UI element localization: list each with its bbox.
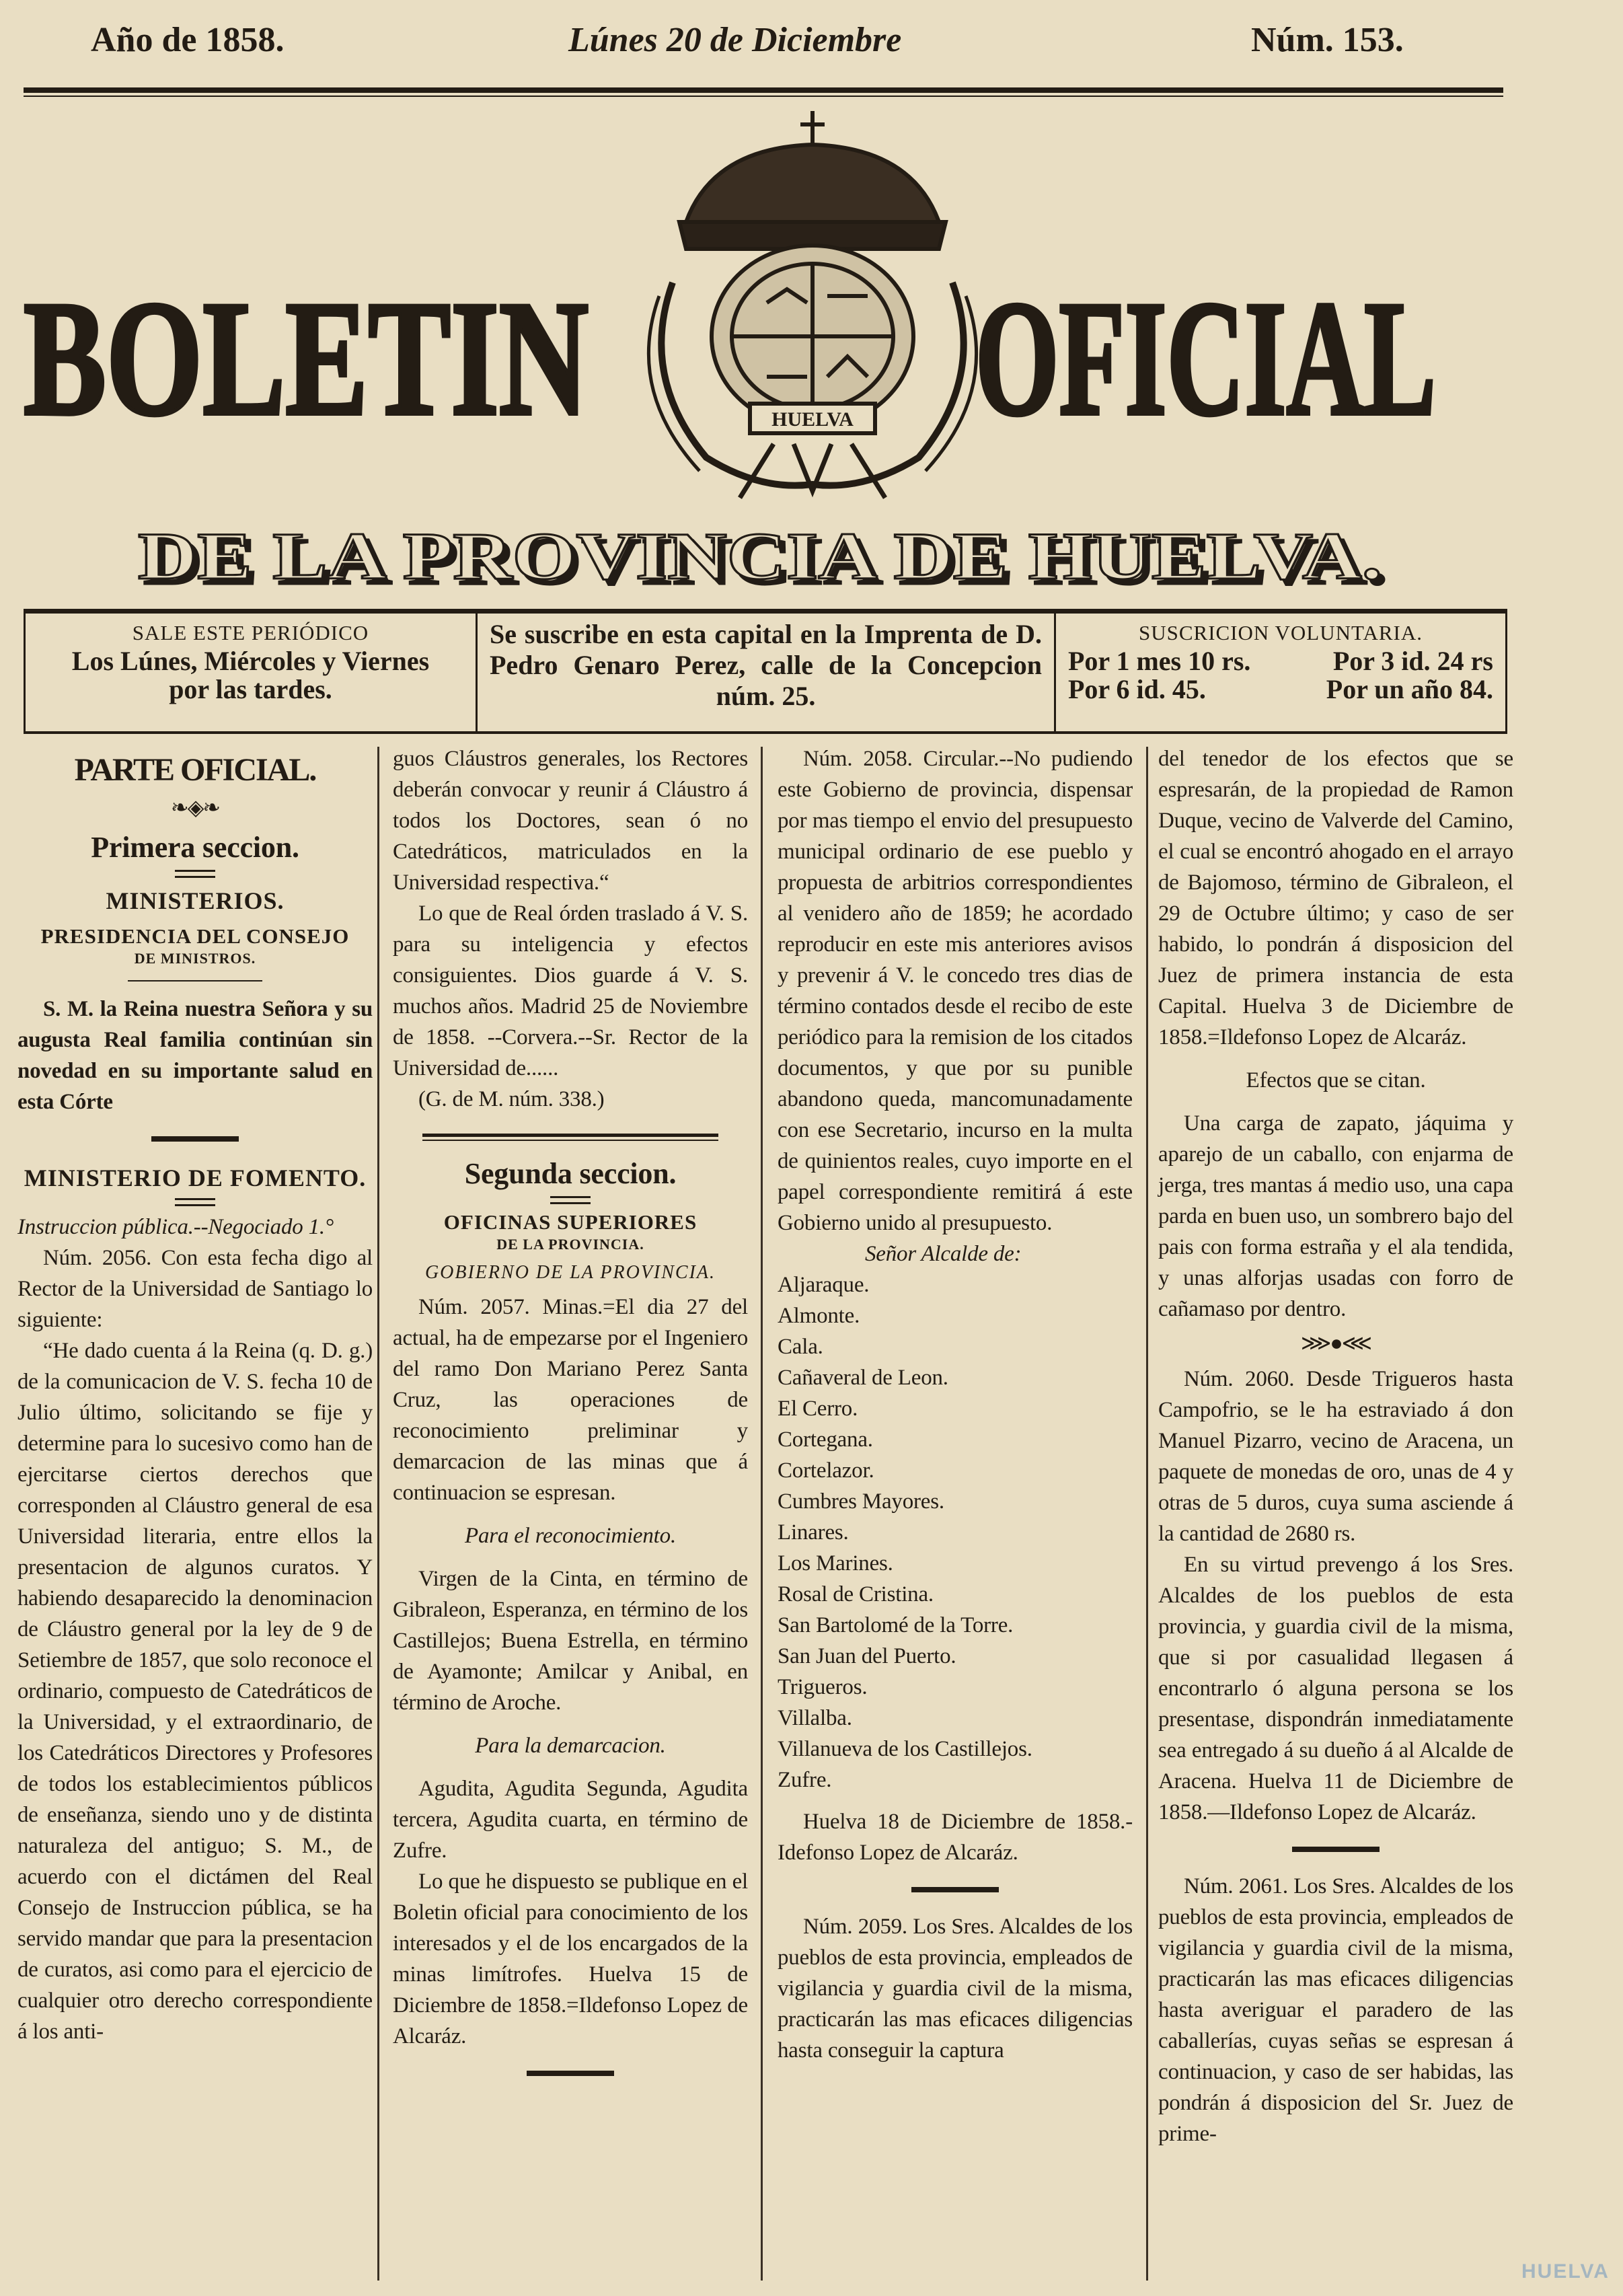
subheading-small: DE MINISTROS. [134,950,256,967]
italic-subheading: Para la demarcacion. [475,1734,666,1758]
masthead-title-right: OFICIAL [975,267,1436,449]
list-item: Cala. [778,1335,823,1359]
subscription-place: Se suscribe en esta capital en la Imprenta de D. Pedro Genaro Perez, calle de la Concepcion núm. 25. [478,614,1056,731]
paragraph: “He dado cuenta á la Reina (q. D. g.) de la comunicacion de V. S. fecha 10 de Julio último, solicitando se fije y determine para lo sucesivo como han de ejercitarse ciertos derechos que corresponden al Cláustro general de esa Universidad literaria, entre ellos la presentacion de algunos curatos. Y habiendo desaparecido la denominacion de Cláustro general por la ley de 9 de Setiembre de 1857, que solo reconoce el ordinario, compuesto de Catedráticos de la Universidad, y el extraordinario, de los Catedráticos Directores y Profesores de todos los establecimientos públicos de enseñanza, siendo uno y de distinta naturaleza del antiguo; S. M., de acuerdo con el dictámen del Real Consejo de Instruccion pública, se ha servido mandar que para la presentacion de curatos, asi como para el ejercicio de cualquier otro derecho correspondiente á los anti- [17,1339,373,2044]
divider-rule [422,1134,718,1141]
masthead-title-left: BOLETIN [24,267,589,449]
paragraph: Núm. 2058. Circular.--No pudiendo este Gobierno de provincia, dispensar por mas tiempo el envio del presupuesto municipal ordinario de ese pueblo y propuesta de arbitrios correspondientes al venidero año de 1859; he acordado reproducir en este mis anteriores avisos y prevenir á V. le concedo tres dias de término contados desde el recibo de este periódico para la remision de los citados documentos, y que por su punible abandono queda, mancomunadamente con ese Secretario, incurso en la multa de quinientos reales, cuyo importe en el papel correspondiente remitirá á este Gobierno unido al presupuesto. [778,747,1133,1235]
divider-rule [911,1887,999,1892]
divider-rule [1292,1847,1380,1852]
column-divider [377,747,379,2281]
price-3-months: Por 3 id. 24 rs [1332,646,1493,676]
italic-subheading: Para el reconocimiento. [464,1524,676,1548]
divider-rule [175,870,215,878]
coat-of-arms-icon [648,111,976,498]
list-item: Villalba. [778,1706,852,1730]
column-divider [761,747,763,2281]
list-item: Los Marines. [778,1551,893,1576]
paragraph: En su virtud prevengo á los Sres. Alcaldes de los pueblos de esta provincia, y guardia civil de la misma, que si por casualidad llegasen á encontrarlo ó alguna persona se los presentase, dispondrán inmediatamente sea entregado á su dueño á al Alcalde de Aracena. Huelva 11 de Diciembre de 1858.—Ildefonso Lopez de Alcaráz. [1158,1553,1513,1824]
issue-year: Año de 1858. [91,21,285,59]
paragraph: Núm. 2060. Desde Trigueros hasta Campofrio, se le ha estraviado á don Manuel Pizarro, vecino de Aracena, un paquete de monedas de oro, unas de 4 y otras de 5 duros, cuya suma asciende á la cantidad de 2680 rs. [1158,1367,1513,1546]
section-heading: PARTE OFICIAL. [74,752,316,788]
masthead [0,101,1623,612]
list-item: Cumbres Mayores. [778,1489,944,1514]
paragraph: Virgen de la Cinta, en término de Gibraleon, Esperanza, en término de los Castillejos; Buena Estrella, en término de Ayamonte; Amilcar y Anibal, en término de Aroche. [393,1567,748,1715]
schedule-days: Los Lúnes, Miércoles y Viernes [71,646,430,676]
column-3 [778,743,1133,2066]
department-line: Instruccion pública.--Negociado 1.° [17,1215,334,1239]
column-4 [1158,743,1513,2149]
divider-rule [151,1136,239,1142]
list-item: San Juan del Puerto. [778,1644,956,1668]
list-item: Rosal de Cristina. [778,1582,934,1606]
list-item: Villanueva de los Castillejos. [778,1737,1032,1761]
list-item: Aljaraque. [778,1273,870,1297]
paragraph: Núm. 2056. Con esta fecha digo al Rector de la Universidad de Santiago lo siguiente: [17,1246,373,1332]
signature-line: Huelva 18 de Diciembre de 1858.-Idefonso Lopez de Alcaráz. [778,1810,1133,1865]
divider-rule [128,980,262,982]
centered-heading: Efectos que se citan. [1246,1068,1426,1093]
subscription-prices [1056,614,1505,731]
masthead-subtitle: DE LA PROVINCIA DE HUELVA. [138,519,1382,593]
header-rule [24,87,1503,93]
paragraph: Lo que he dispuesto se publique en el Boletin oficial para conocimiento de los interesados y el de los encargados de la minas limítrofes. Huelva 15 de Diciembre de 1858.=Ildefonso Lopez de Alcaráz. [393,1869,748,2048]
issue-date: Lúnes 20 de Diciembre [568,21,902,59]
issue-number: Núm. 153. [1251,21,1404,59]
divider-rule [527,2071,614,2076]
list-item: Zufre. [778,1768,832,1792]
schedule-title: SALE ESTE PERIÓDICO [132,621,369,644]
column-divider [1146,747,1148,2281]
prices-title: SUSCRICION VOLUNTARIA. [1139,621,1423,644]
schedule-time: por las tardes. [169,674,332,704]
list-item: Cortelazor. [778,1458,874,1483]
price-1-year: Por un año 84. [1326,674,1493,704]
info-box [24,609,1507,734]
column-1 [17,743,373,2047]
list-item: Cañaveral de Leon. [778,1366,948,1390]
ministry-heading: MINISTERIO DE FOMENTO. [24,1164,367,1191]
column-2 [393,743,748,2095]
paragraph: Agudita, Agudita Segunda, Agudita tercera, Agudita cuarta, en término de Zufre. [393,1777,748,1863]
section-title: Segunda seccion. [464,1157,677,1190]
subheading-small: DE LA PROVINCIA. [496,1236,644,1253]
price-1-month: Por 1 mes 10 rs. [1068,646,1251,676]
paragraph: Núm. 2057. Minas.=El dia 27 del actual, ha de empezarse por el Ingeniero del ramo Don Mariano Perez Santa Cruz, las operaciones de reconocimiento preliminar y demarcacion de las minas que á continuacion se espresan. [393,1295,748,1505]
crest-ribbon-text: HUELVA [771,408,854,431]
ministry-heading: MINISTERIOS. [106,887,285,914]
paragraph: Una carga de zapato, jáquima y aparejo de un caballo, con enjarma de jerga, tres mantas á medio uso, una capa parda en buen uso, un sombrero bajo del pais con forma estraña y el ala tendida, y unas alforjas usadas con forro de cañamaso por dentro. [1158,1111,1513,1321]
paragraph-continued: guos Cláustros generales, los Rectores deberán convocar y reunir á Cláustro á todos los Doctores, sean ó no Catedráticos, matriculados en la Universidad respectiva.“ [393,747,748,895]
paragraph: Núm. 2059. Los Sres. Alcaldes de los pueblos de esta provincia, empleados de vigilancia y guardia civil de la misma, practicarán las mas eficaces diligencias hasta conseguir la captura [778,1915,1133,2063]
header-rule-thin [24,96,1503,97]
ornament: ❧◈❧ [170,795,220,819]
list-item: El Cerro. [778,1397,858,1421]
divider-rule [175,1198,215,1206]
watermark-logo: HUELVA [1521,2260,1610,2283]
list-item: Almonte. [778,1304,860,1328]
section-title: Primera seccion. [91,831,299,864]
paragraph: Lo que de Real órden traslado á V. S. para su inteligencia y efectos consiguientes. Dios guarde á V. S. muchos años. Madrid 25 de Noviembre de 1858. --Corvera.--Sr. Rector de la Universidad de...... [393,901,748,1080]
office-heading: GOBIERNO DE LA PROVINCIA. [424,1262,716,1283]
paragraph-continued: del tenedor de los efectos que se espresarán, de la propiedad de Ramon Duque, vecino de Valverde del Camino, el cual se encontró ahogado en el arrayo de Bajomoso, término de Gibraleon, el 29 de Octubre último; y caso de ser habido, lo pondrán á disposicion del Juez de primera instancia de esta Capital. Huelva 3 de Diciembre de 1858.=Ildefonso Lopez de Alcaráz. [1158,747,1513,1049]
publication-schedule [26,614,478,731]
divider-rule [550,1196,591,1204]
subheading: PRESIDENCIA DEL CONSEJO [40,924,350,948]
paragraph: Núm. 2061. Los Sres. Alcaldes de los pueblos de esta provincia, empleados de vigilancia y guardia civil de la misma, practicarán las mas eficaces diligencias hasta averiguar el paradero de las caballerías, cuyas señas se espresan á continuacion, y caso de ser habidas, las pondrán á disposicion del Sr. Juez de prime- [1158,1874,1513,2146]
announcement: S. M. la Reina nuestra Señora y su augusta Real familia continúan sin novedad en su importante salud en esta Córte [17,997,373,1114]
ornament: ⋙●⋘ [1300,1331,1371,1355]
subheading: OFICINAS SUPERIORES [443,1210,697,1234]
list-item: San Bartolomé de la Torre. [778,1613,1014,1637]
list-intro: Señor Alcalde de: [865,1242,1022,1266]
list-item: Linares. [778,1520,849,1545]
price-6-months: Por 6 id. 45. [1068,674,1206,704]
list-item: Cortegana. [778,1428,873,1452]
citation: (G. de M. núm. 338.) [418,1087,605,1111]
list-item: Trigueros. [778,1675,868,1699]
